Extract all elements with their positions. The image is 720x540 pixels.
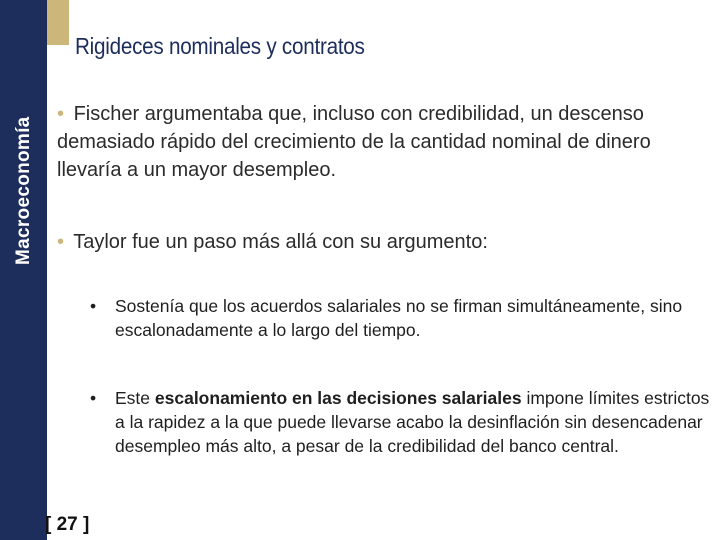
subbullet-2-rest: impone límites estrictos a la rapidez a la que puede llevarse acabo la desinflación sin desencadenar desempleo más alto, a pesar de la credibilidad del banco central.	[115, 388, 710, 456]
subbullet-2-emphasis: escalonamiento en las decisiones salariales	[154, 388, 522, 408]
bullet-marker: •	[57, 231, 65, 253]
page-number: [ 27 ]	[45, 514, 90, 535]
accent-bar	[47, 0, 69, 45]
bullet-1	[57, 100, 697, 184]
subbullet-2-text	[90, 386, 710, 458]
sidebar-label: Macroeconomía	[13, 116, 34, 265]
subbullet-1-text: Sostenía que los acuerdos salariales no se firman simultáneamente, sino escalonadamente a lo largo del tiempo.	[115, 296, 683, 340]
subbullet-marker: •	[90, 388, 97, 408]
bullet-2-text: Taylor fue un paso más allá con su argumento:	[73, 231, 488, 253]
bullet-1-text: Fischer argumentaba que, incluso con credibilidad, un descenso demasiado rápido del crecimiento de la cantidad nominal de dinero llevaría a un mayor desempleo.	[57, 103, 651, 181]
subbullet-marker: •	[90, 296, 97, 316]
bullet-2	[57, 228, 697, 256]
slide-title: Rigideces nominales y contratos	[75, 33, 365, 59]
subbullet-2	[90, 386, 710, 458]
bullet-marker: •	[57, 103, 65, 125]
subbullet-2-lead: Este	[115, 388, 155, 408]
subbullet-1	[90, 294, 710, 342]
